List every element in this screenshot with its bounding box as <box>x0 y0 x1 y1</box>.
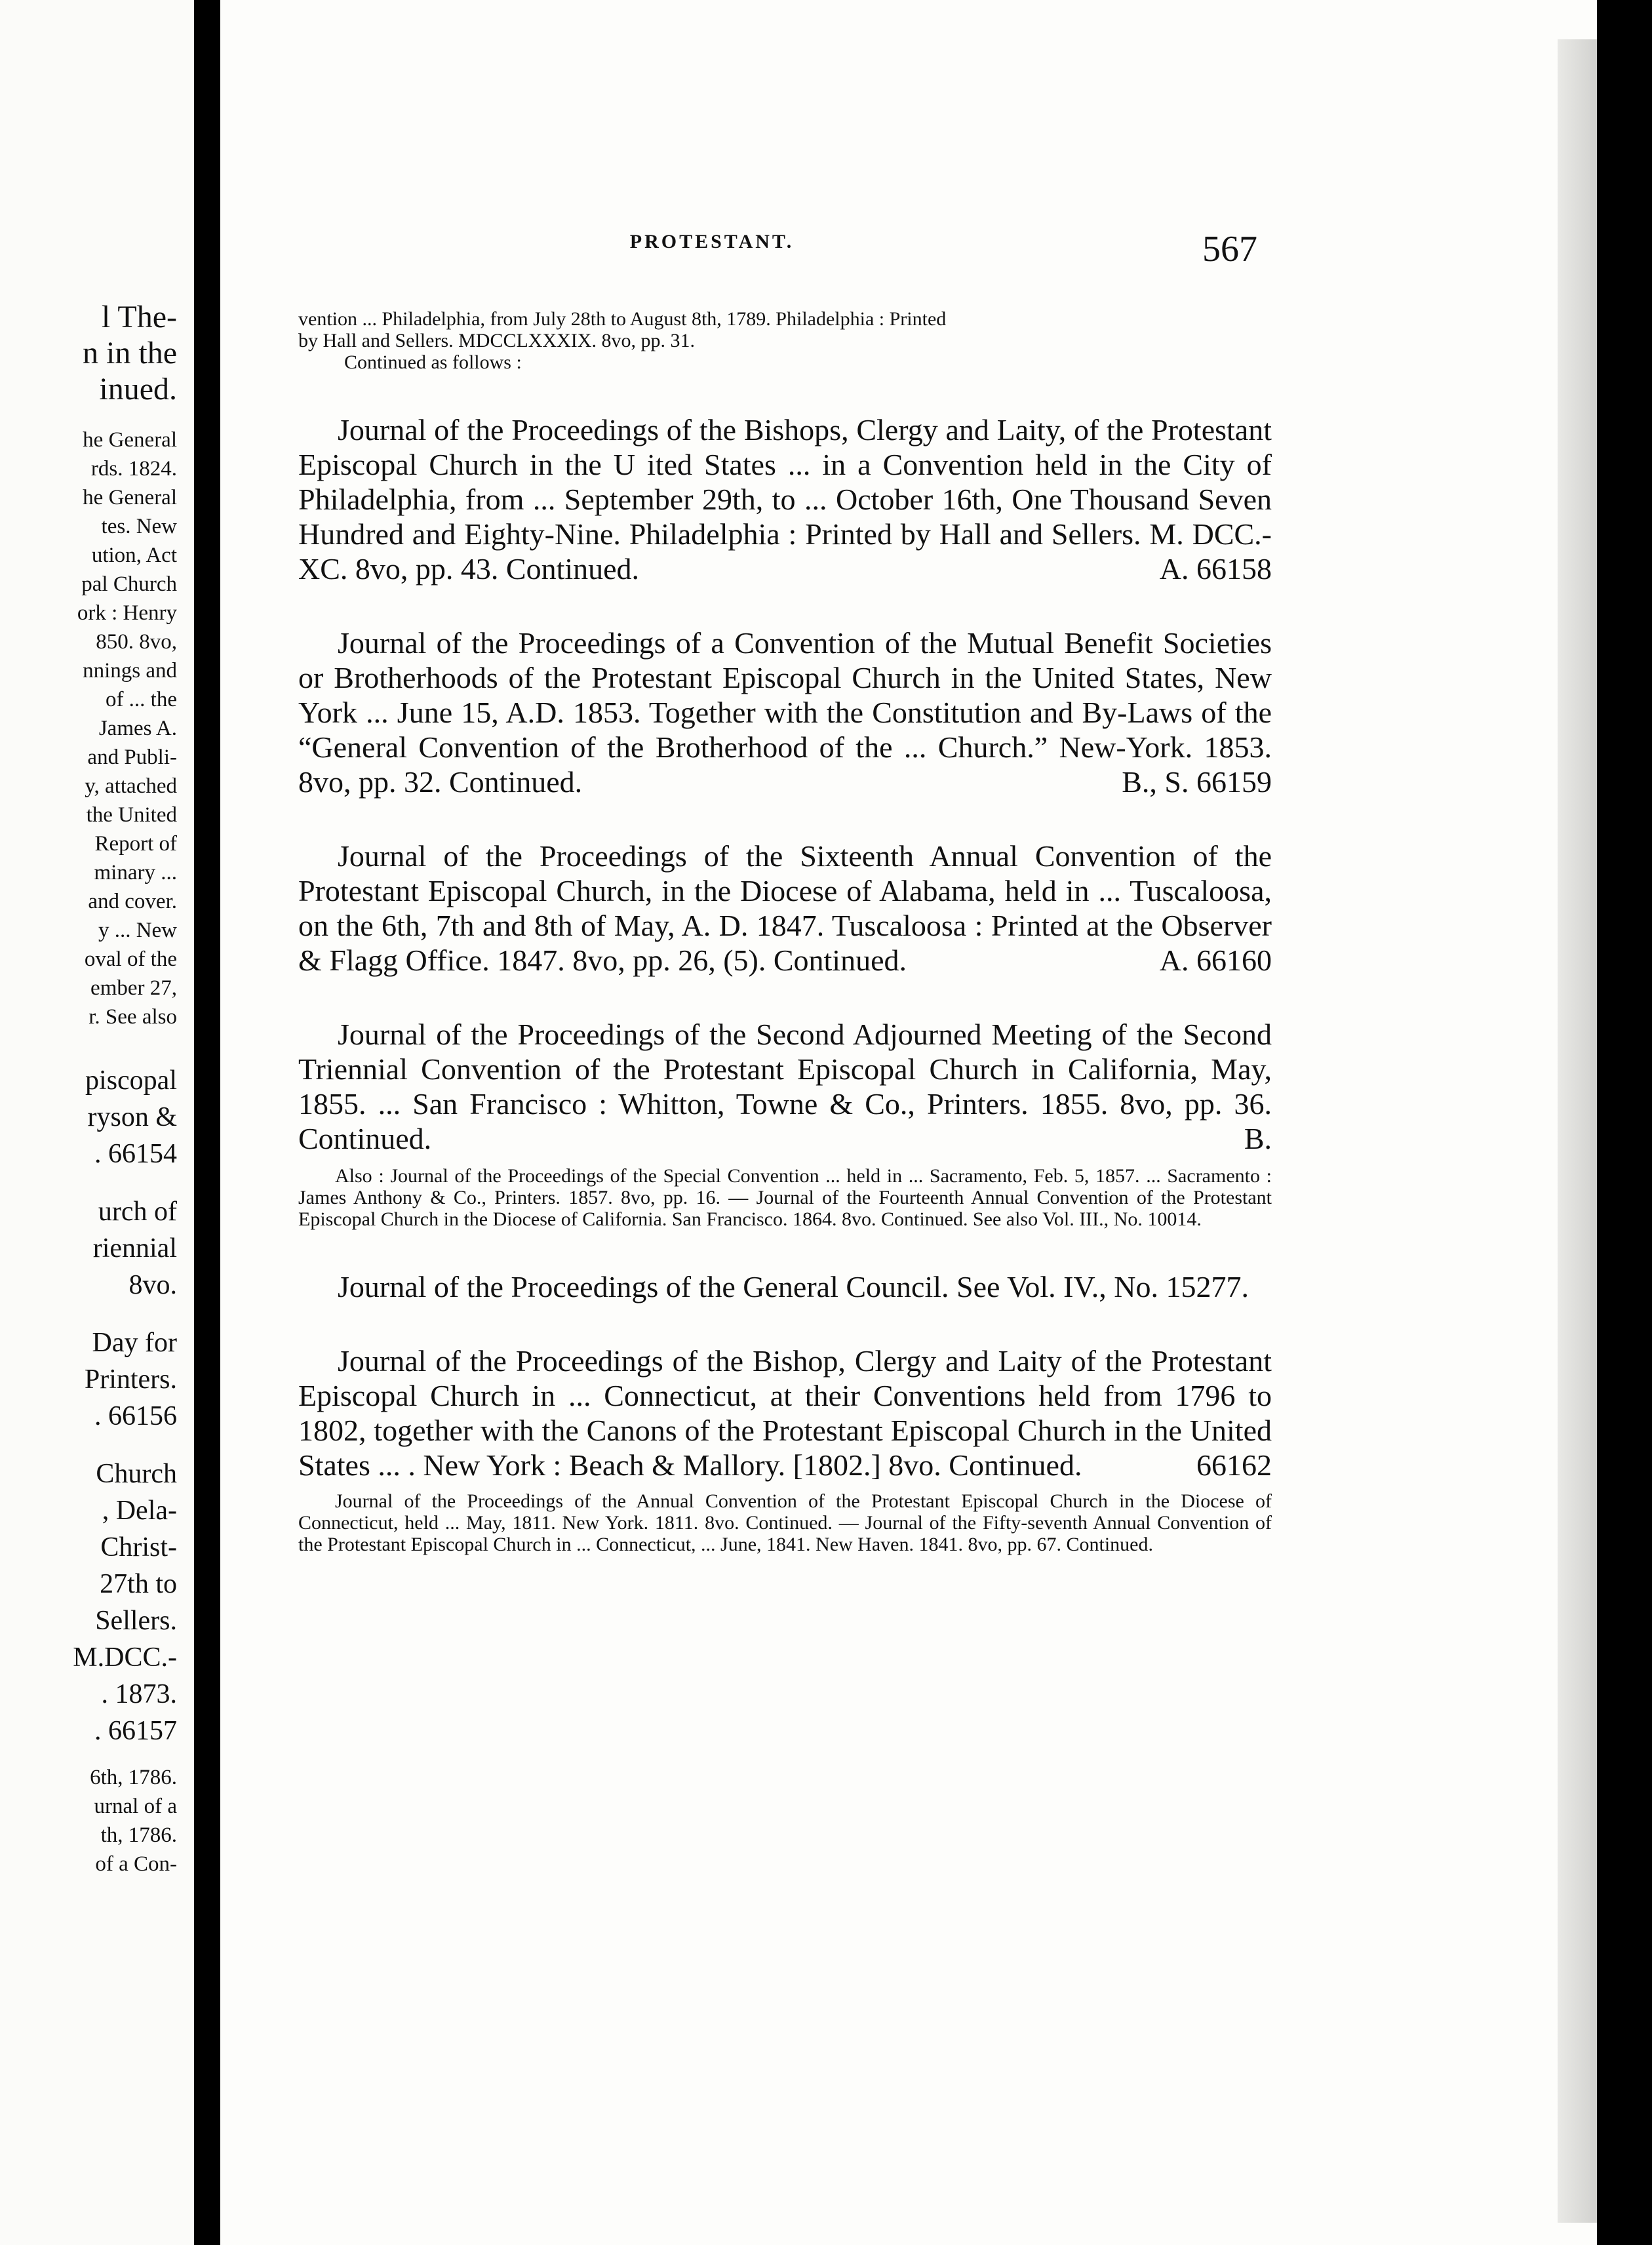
book-gutter <box>194 0 220 2245</box>
left-page-line: the United <box>86 803 177 827</box>
entry-66162 <box>298 1343 1272 1482</box>
entry-text: Journal of the Proceedings of the Sixteenth Annual Convention of the Protestant Episcopal Church, in the Diocese of Alabama, held in ... Tuscaloosa, on the 6th, 7th and 8th of May, A. D. 1847. Tuscaloosa : Printed at the Observer & Flagg Office. 1847. 8vo, pp. 26, (5). Continued. <box>298 839 1272 977</box>
left-page-fragment <box>0 0 194 2245</box>
entry-text: Journal of the Proceedings of the General Council. See Vol. IV., No. 15277. <box>338 1270 1249 1303</box>
intro-line-1: vention ... Philadelphia, from July 28th to August 8th, 1789. Philadelphia : Printed <box>298 308 947 330</box>
entry-text: Journal of the Proceedings of the Bishops, Clergy and Laity, of the Protestant Episcopal Church in the U ited States ... in a Convention held in the City of Philadelphia, from ... September 29th, to ... October 16th, One Thousand Seven Hundred and Eighty-Nine. Philadelphia : Printed by Hall and Sellers. M. DCC.-XC. 8vo, pp. 43. Continued. <box>298 413 1272 586</box>
page-number: 567 <box>1202 229 1257 269</box>
left-page-line: ork : Henry <box>77 601 177 625</box>
left-page-line: oval of the <box>84 947 177 971</box>
left-page-line: 27th to <box>100 1569 177 1599</box>
left-page-line: urnal of a <box>94 1795 177 1818</box>
entry-66160 <box>298 839 1272 978</box>
left-page-line: l The- <box>101 300 177 334</box>
left-page-line: rds. 1824. <box>90 457 177 481</box>
intro-line-2: by Hall and Sellers. MDCCLXXXIX. 8vo, pp. 31. <box>298 330 695 351</box>
left-page-line: he General <box>83 428 177 452</box>
entry-general-council <box>298 1269 1272 1304</box>
entry-note: Also : Journal of the Proceedings of the Special Convention ... held in ... Sacramento, Feb. 5, 1857. ... Sacramento : James Anthony & Co., Printers. 1857. 8vo, pp. 16. — Journal of the Fourteenth Annual Convention of the Protestant Episcopal Church in the Diocese of California. San Francisco. 1864. 8vo. Continued. See also Vol. III., No. 10014. <box>298 1165 1272 1230</box>
page-edge-shadow <box>1558 39 1597 2223</box>
left-page-line: of ... the <box>105 688 177 711</box>
left-page-line: y, attached <box>85 774 177 798</box>
entry-reference: 66162 <box>1196 1448 1272 1482</box>
left-page-line: Printers. <box>84 1364 177 1395</box>
entry-note: Journal of the Proceedings of the Annual Convention of the Protestant Episcopal Church in the Diocese of Connecticut, held ... May, 1811. New York. 1811. 8vo. Continued. — Journal of the Fifty-seventh Annual Convention of the Protestant Episcopal Church in ... Connecticut, ... June, 1841. New Haven. 1841. 8vo, pp. 67. Continued. <box>298 1490 1272 1555</box>
left-page-line: th, 1786. <box>100 1823 177 1847</box>
left-page-line: Sellers. <box>95 1606 177 1636</box>
left-page-line: ution, Act <box>91 544 177 567</box>
left-page-line: ryson & <box>87 1102 177 1132</box>
left-page-line: tes. New <box>101 515 177 538</box>
left-page-line: 850. 8vo, <box>96 630 177 654</box>
entry-text: Journal of the Proceedings of the Bishop, Clergy and Laity of the Protestant Episcopal Church in ... Connecticut, at their Conventions held from 1796 to 1802, together with the Canons of the Protestant Episcopal Church in the United States ... . New York : Beach & Mallory. [1802.] 8vo. Continued. <box>298 1344 1272 1482</box>
left-page-line: Church <box>96 1459 177 1489</box>
left-page-line: he General <box>83 486 177 509</box>
left-page-line: ember 27, <box>90 976 177 1000</box>
left-page-line: pal Church <box>81 572 177 596</box>
entry-reference: B. <box>1244 1122 1272 1155</box>
left-page-line: Day for <box>92 1328 177 1358</box>
entry-66158 <box>298 412 1272 586</box>
entry-reference: B., S. 66159 <box>1122 765 1272 799</box>
entry-reference: A. 66158 <box>1159 552 1272 586</box>
running-title: PROTESTANT. <box>629 231 795 252</box>
entry-reference: A. 66160 <box>1159 944 1272 977</box>
left-page-line: nnings and <box>83 659 177 683</box>
left-page-line: inued. <box>99 372 177 407</box>
page-body <box>298 308 1272 1555</box>
scan-border <box>1597 0 1652 2245</box>
left-page-line: . 66154 <box>94 1139 177 1169</box>
left-page-line: r. See also <box>88 1005 177 1029</box>
left-page-line: M.DCC.- <box>73 1642 177 1673</box>
left-page-line: n in the <box>83 336 177 370</box>
left-page-line: . 1873. <box>101 1679 177 1709</box>
left-page-line: Report of <box>94 832 177 856</box>
left-page-line: and Publi- <box>87 745 177 769</box>
entry-text: Journal of the Proceedings of the Second Adjourned Meeting of the Second Triennial Convention of the Protestant Episcopal Church in California, May, 1855. ... San Francisco : Whitton, Towne & Co., Printers. 1855. 8vo, pp. 36. Continued. <box>298 1018 1272 1155</box>
left-page-line: minary ... <box>94 861 177 884</box>
entry-66159 <box>298 626 1272 799</box>
left-page-line: piscopal <box>85 1065 177 1096</box>
left-page-line: 8vo. <box>128 1270 177 1300</box>
left-page-line: James A. <box>98 717 177 740</box>
left-page-line: 6th, 1786. <box>90 1766 177 1789</box>
left-page-line: y ... New <box>98 919 177 942</box>
left-page-line: . 66157 <box>94 1716 177 1746</box>
intro-line-3: Continued as follows : <box>344 351 522 373</box>
entry-text: Journal of the Proceedings of a Convention of the Mutual Benefit Societies or Brotherhoods of the Protestant Episcopal Church in the United States, New York ... June 15, A.D. 1853. Together with the Constitution and By-Laws of the “General Convention of the Brotherhood of the ... Church.” New-York. 1853. 8vo, pp. 32. Continued. <box>298 626 1272 799</box>
left-page-line: urch of <box>98 1197 177 1227</box>
left-page-line: , Dela- <box>102 1496 177 1526</box>
left-page-line: of a Con- <box>95 1852 177 1876</box>
left-page-line: . 66156 <box>94 1401 177 1431</box>
left-page-line: riennial <box>92 1233 177 1263</box>
left-page-line: and cover. <box>88 890 177 913</box>
left-page-line: Christ- <box>100 1532 177 1562</box>
entry-california <box>298 1017 1272 1156</box>
